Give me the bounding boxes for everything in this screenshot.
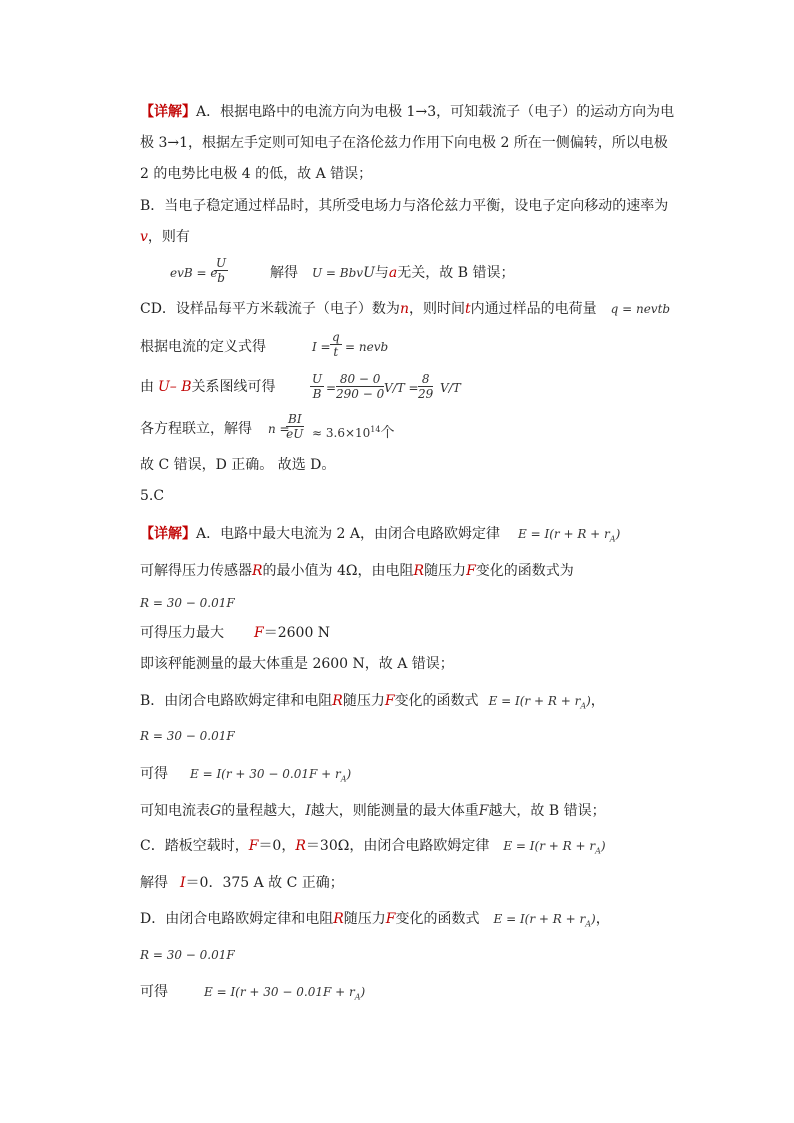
q5-r-eq-3: R = 30 − 0.01F xyxy=(140,948,235,962)
formula-i-lhs: I = xyxy=(312,340,331,354)
formula-i-rhs: = nevb xyxy=(345,340,389,354)
q5-d-line-3: 可得 $E = I(r + 30 - 0.01F + r_A)$ xyxy=(140,984,366,1002)
formula-1-text: 解得 U = BbvU与a无关，故 B 错误； xyxy=(270,265,515,281)
q4-b-line-1: B．当电子稳定通过样品时，其所受电场力与洛伦兹力平衡，设电子定向移动的速率为 xyxy=(140,198,669,214)
q5-number: 5.C xyxy=(140,488,165,504)
fraction-q-t: $\frac{q}{t}$ xyxy=(332,330,340,359)
q5-b-line-4: 可知电流表G的量程越大，I越大，则能测量的最大体重F越大，故 B 错误； xyxy=(140,803,606,819)
q5-a-line-1: 【详解】A．电路中最大电流为 2 A，由闭合电路欧姆定律 $E = I(r + R + r_A)$ xyxy=(140,526,621,544)
q5-b-line-1: B．由闭合电路欧姆定律和电阻R随压力F变化的函数式 $E = I(r + R + r_A)$， xyxy=(140,693,605,711)
q5-r-eq-1: R = 30 − 0.01F xyxy=(140,596,235,610)
eq-ohm-a: $E = I(r + R + r_A)$ xyxy=(518,527,621,544)
q4-current-def: 根据电流的定义式得 xyxy=(140,339,266,355)
unit-vt-2: V/T xyxy=(440,381,461,395)
unit-vt-1: V/T = xyxy=(384,381,419,395)
eq-ohm-b: $E = I(r + R + r_A)$ xyxy=(488,694,591,711)
fraction-bi-eu: $\frac{BI}{eU}$ xyxy=(286,412,304,441)
q4-a-line-3: 2 的电势比电极 4 的低，故 A 错误； xyxy=(140,166,373,182)
fraction-80-290: $\frac{80 - 0}{290 - 0}$ xyxy=(336,372,385,401)
q4-a-line-1: 【详解】A．根据电路中的电流方向为电极 1→3，可知载流子（电子）的运动方向为电 xyxy=(140,104,675,120)
q5-r-eq-2: R = 30 − 0.01F xyxy=(140,729,235,743)
q4-ub-line: 由 U– B关系图线可得 xyxy=(140,379,276,395)
q4-solve-line: 各方程联立，解得 xyxy=(140,421,252,437)
q5-c-line-1: C．踏板空载时，F＝0，R＝30Ω，由闭合电路欧姆定律 $E = I(r + R + r_A)$ xyxy=(140,838,606,856)
q5-d-line-1: D．由闭合电路欧姆定律和电阻R随压力F变化的函数式 $E = I(r + R + r_A)$， xyxy=(140,911,610,929)
formula-n-rhs: ≈ $3.6\times 10^{14}$个 xyxy=(312,425,395,441)
eq-ohm-b2: $E = I(r + 30 - 0.01F + r_A)$ xyxy=(190,767,352,784)
q5-b-line-3: 可得 $E = I(r + 30 - 0.01F + r_A)$ xyxy=(140,766,352,784)
eq-ohm-d: $E = I(r + R + r_A)$ xyxy=(493,912,596,929)
q4-conclusion: 故 C 错误，D 正确。 故选 D。 xyxy=(140,457,336,473)
formula-evb: evB = e xyxy=(170,266,218,280)
q4-b-line-2: v，则有 xyxy=(140,229,190,245)
q4-cd-line-1: CD．设样品每平方米载流子（电子）数为n，则时间t内通过样品的电荷量 q = nevtb xyxy=(140,301,671,317)
eq-ohm-d2: $E = I(r + 30 - 0.01F + r_A)$ xyxy=(204,985,366,1002)
q5-c-line-2: 解得 I＝0．375 A 故 C 正确； xyxy=(140,875,344,891)
eq-sign-1: = xyxy=(326,381,337,395)
detail-tag: 【详解】 xyxy=(140,104,196,120)
fraction-8-29: $\frac{8}{29}$ xyxy=(418,372,434,401)
eq-ohm-c: $E = I(r + R + r_A)$ xyxy=(503,839,606,856)
q4-a-line-2: 极 3→1，根据左手定则可知电子在洛伦兹力作用下向电极 2 所在一侧偏转，所以电极 xyxy=(140,135,668,151)
fraction-u-b: $\frac{U}{b}$ xyxy=(216,256,227,285)
q5-a-line-2: 可解得压力传感器R的最小值为 4Ω，由电阻R随压力F变化的函数式为 xyxy=(140,563,574,579)
q5-a-line-5: 即该秤能测量的最大体重是 2600 N，故 A 错误； xyxy=(140,656,454,672)
formula-n-lhs: n = xyxy=(268,422,290,436)
q5-a-line-4: 可得压力最大 F＝2600 N xyxy=(140,625,331,641)
fraction-u-over-b: $\frac{U}{B}$ xyxy=(312,372,323,401)
